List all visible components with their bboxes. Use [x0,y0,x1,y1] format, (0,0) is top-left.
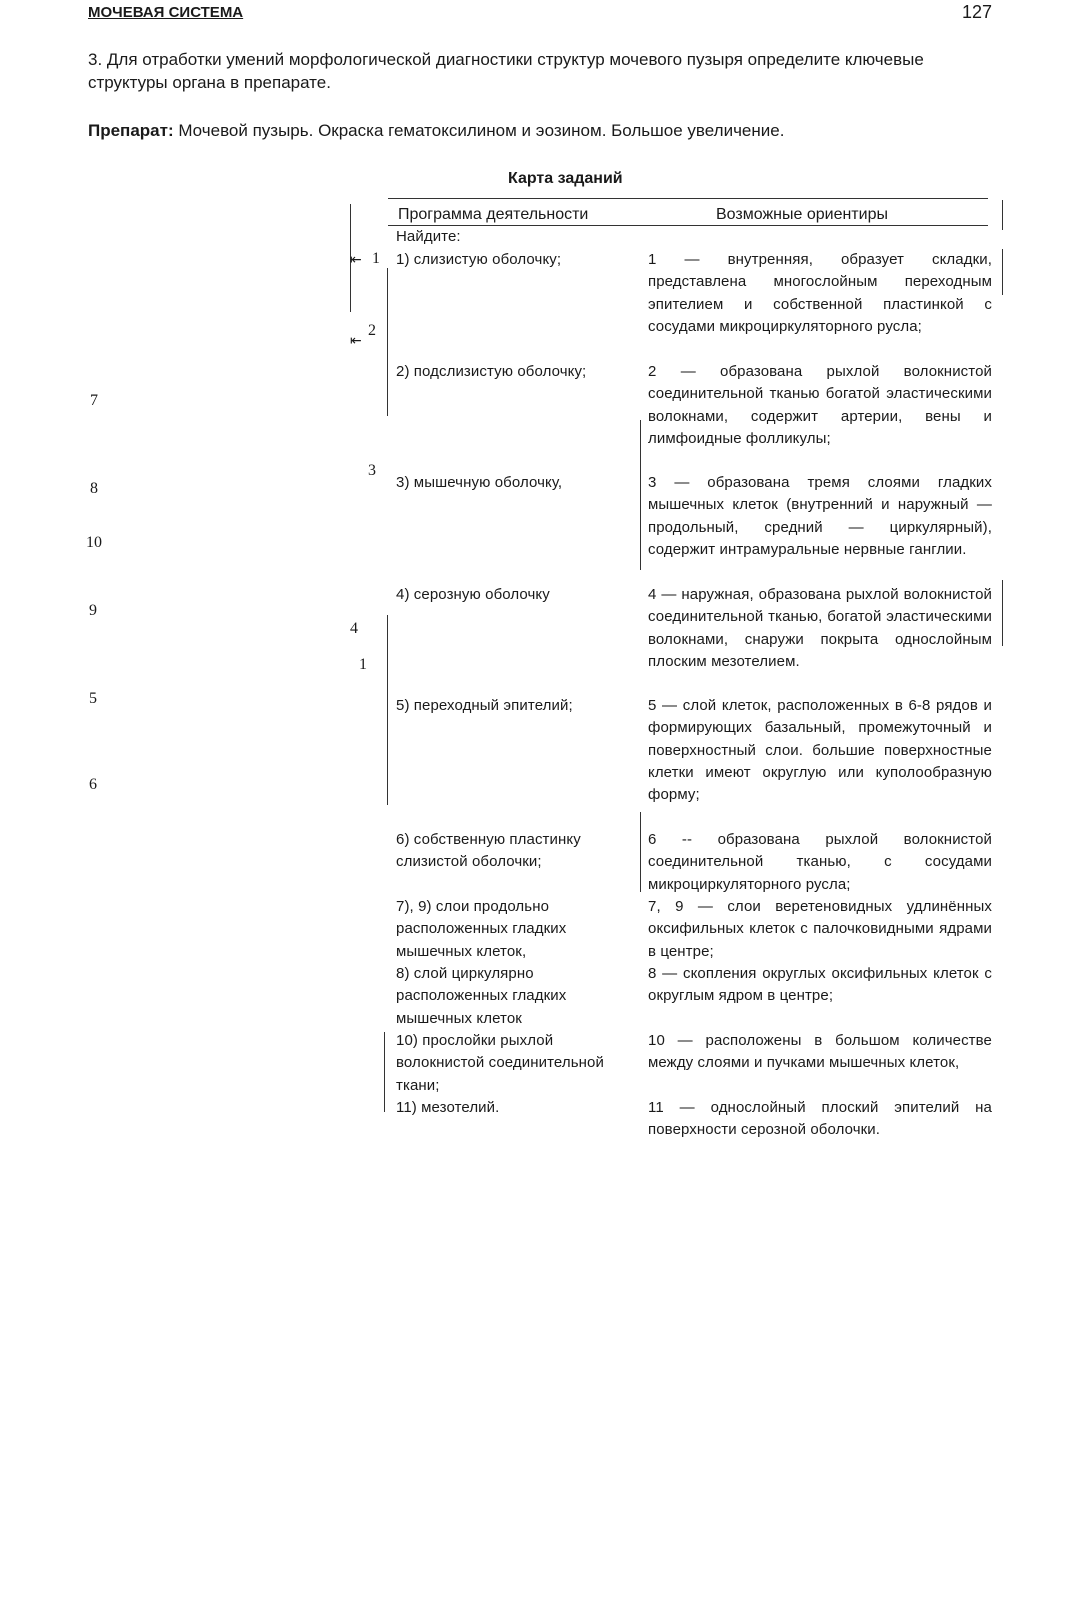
guide-item-10: 10 — расположены в большом количестве между слоями и пучками мышечных клеток, [648,1032,992,1072]
column-separator [640,420,641,570]
program-item-3: 3) мышечную оболочку, [396,474,563,491]
guide-item-3: 3 — образована тремя слоями гладких мышечных клеток (внутренний и наружный — продольный, средний — циркулярный), содержит интрамуральные нервные ганглии. [648,474,992,558]
program-item-5: 5) переходный эпителий; [396,697,573,714]
program-item-10: 10) прослойки рыхлой волокнистой соединительной ткани; [396,1032,604,1094]
task-intro: 3. Для отработки умений морфологической диагностики структур мочевого пузыря определите ключевые структуры органа в препарате. [88,50,924,92]
program-item-7: 7), 9) слои продольно расположенных гладких мышечных клеток, [396,898,567,960]
table-header-rule [388,225,988,226]
program-item-8: 8) слой циркулярно расположенных гладких мышечных клеток [396,965,567,1027]
program-item-11: 11) мезотелий. [396,1099,500,1116]
figure-label-8: 8 [90,480,98,497]
table-right-border [1002,200,1003,230]
table-top-rule [388,198,988,199]
card-title: Карта заданий [508,170,623,187]
program-item-2: 2) подслизистую оболочку; [396,363,587,380]
figure-leader-line [384,1032,385,1112]
program-item-1: 1) слизистую оболочку; [396,251,562,268]
figure-label-4: 4 [350,620,358,637]
figure-label-1b: 1 [359,656,367,673]
program-item-4: 4) серозную оболочку [396,586,550,603]
guide-item-6: 6 -- образована рыхлой волокнистой соединительной тканью, с сосудами микроциркуляторного русла; [648,831,992,893]
guide-item-8: 8 — скопления округлых оксифильных клеток с округлым ядром в центре; [648,965,992,1005]
figure-label-5: 5 [89,690,97,707]
guide-item-11: 11 — однослойный плоский эпителий на поверхности серозной оболочки. [648,1099,992,1139]
running-header-section: МОЧЕВАЯ СИСТЕМА [88,4,244,21]
figure-label-2: 2 [368,322,376,339]
figure-leader-line [387,268,388,416]
column-header-guides: Возможные ориентиры [716,206,888,223]
guide-item-4: 4 — наружная, образована рыхлой волокнистой соединительной тканью, богатой эластическими волокнами, снаружи покрыта однослойным плоским мезотелием. [648,586,992,670]
arrow-left-icon: ⇤ [350,332,362,348]
figure-label-1: 1 [372,250,380,267]
page-number: 127 [962,2,993,22]
column-header-program: Программа деятельности [398,206,589,223]
figure-label-7: 7 [90,392,98,409]
figure-label-6: 6 [89,776,97,793]
guide-item-1: 1 — внутренняя, образует складки, представлена многослойным переходным эпителием и собственной пластинкой с сосудами микроциркуляторного русла; [648,251,992,335]
program-item-6: 6) собственную пластинку слизистой оболочки; [396,831,581,871]
right-border [1002,249,1003,295]
guide-item-5: 5 — слой клеток, расположенных в 6-8 рядов и формирующих базальный, промежуточный и поверхностный слои. большие поверхностные клетки имеют округлую или куполообразную форму; [648,697,992,804]
figure-label-10: 10 [86,534,102,551]
preparation-text: Мочевой пузырь. Окраска гематоксилином и эозином. Большое увеличение. [173,121,785,140]
arrow-left-icon: ⇤ [350,251,362,267]
guide-item-2: 2 — образована рыхлой волокнистой соединительной тканью богатой эластическими волокнами, содержит артерии, вены и лимфоидные фолликулы; [648,363,992,447]
find-label: Найдите: [396,228,461,245]
preparation-line [88,121,1008,141]
column-separator [640,812,641,892]
figure-leader-line [387,615,388,805]
preparation-label: Препарат: [88,121,174,140]
figure-label-3: 3 [368,462,376,479]
figure-label-9: 9 [89,602,97,619]
right-border [1002,580,1003,646]
guide-item-7: 7, 9 — слои веретеновидных удлинённых оксифильных клеток с палочковидными ядрами в центре; [648,898,992,960]
